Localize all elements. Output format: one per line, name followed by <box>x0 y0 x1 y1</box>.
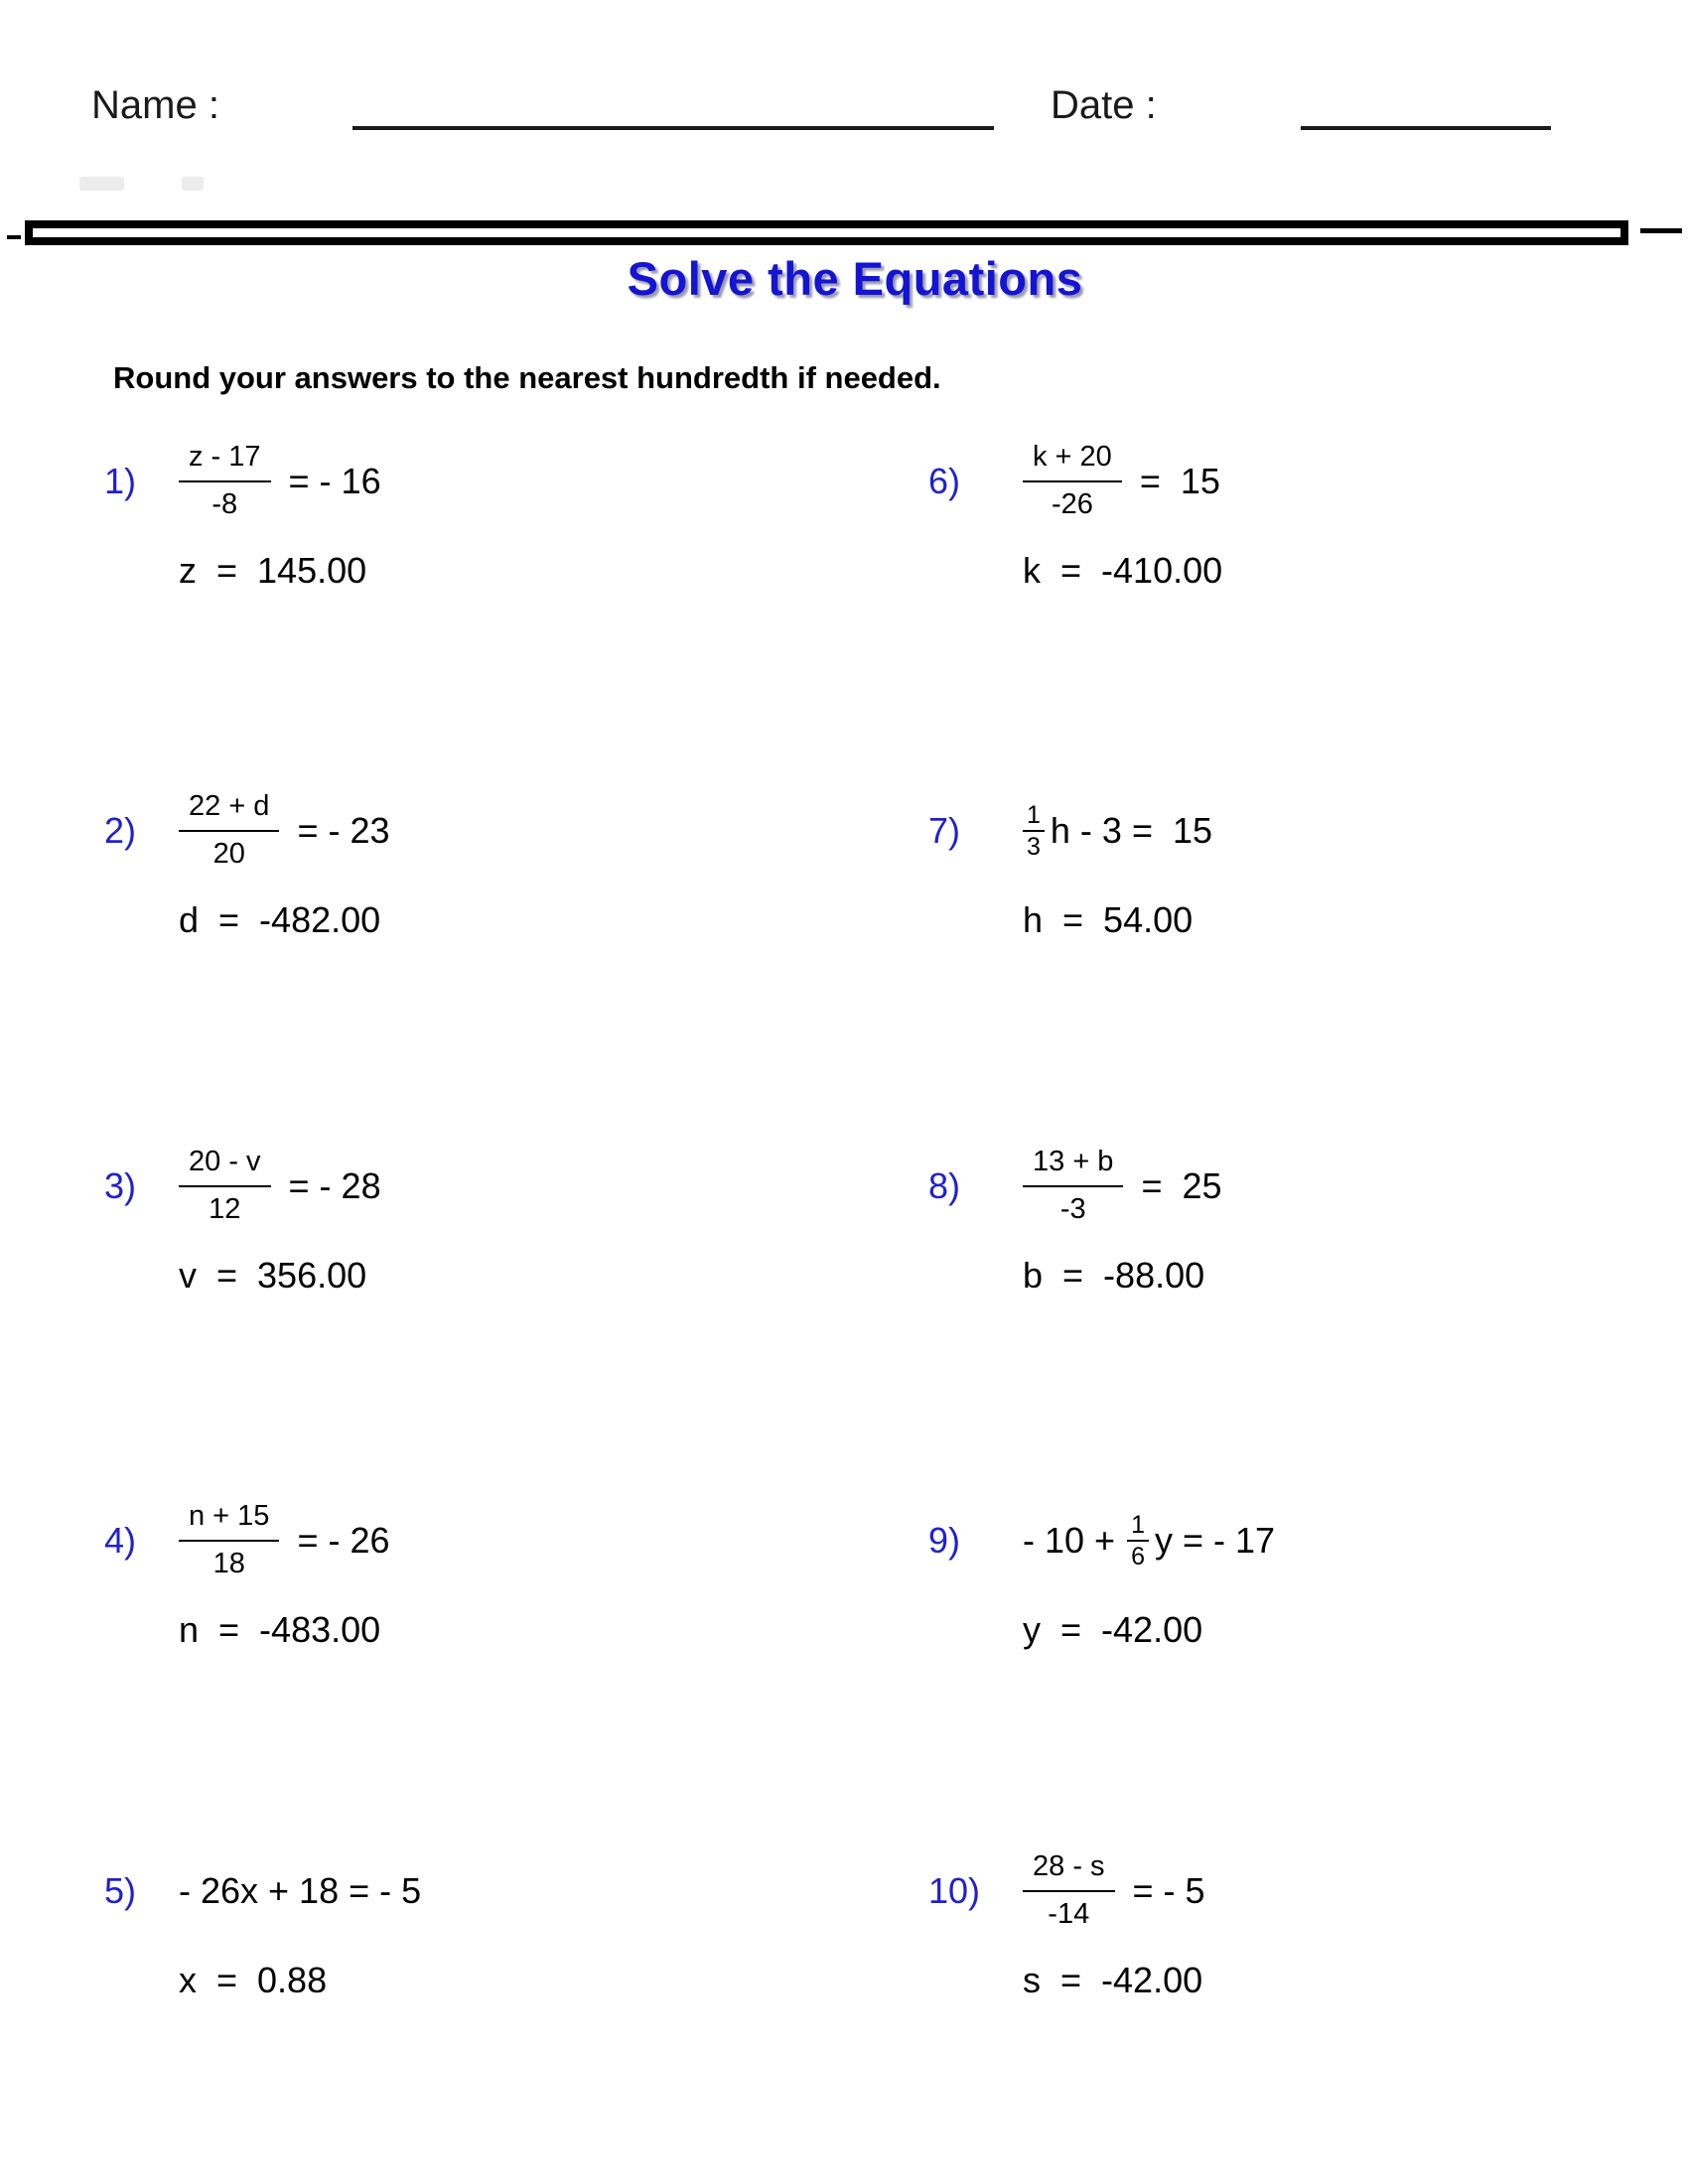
page-title: Solve the Equations <box>627 252 1083 305</box>
answer-line: h = 54.00 <box>1023 899 1194 940</box>
fraction <box>1023 442 1122 521</box>
problem-6 <box>928 442 1222 591</box>
date-fill-in-line <box>1301 126 1551 130</box>
equation <box>104 1851 421 1931</box>
fraction-bar <box>1023 480 1122 482</box>
problem-3 <box>104 1147 381 1296</box>
problem-number: 5) <box>104 1870 137 1911</box>
fraction-numerator: 1 <box>1131 1510 1145 1539</box>
fraction <box>179 1147 271 1226</box>
fraction-bar <box>179 480 271 482</box>
answer-line: b = -88.00 <box>1023 1255 1205 1296</box>
problem-2 <box>104 791 390 940</box>
fraction-denominator: -3 <box>1059 1193 1086 1225</box>
equation <box>104 442 381 521</box>
problem-number: 1) <box>104 461 137 501</box>
equation-text: h - 3 = 15 <box>1050 810 1213 851</box>
equation-rhs: = - 23 <box>297 810 390 851</box>
equation <box>928 1147 1222 1226</box>
answer-line: v = 356.00 <box>179 1255 367 1296</box>
date-label: Date : <box>1051 83 1157 127</box>
equation <box>104 1501 390 1580</box>
fraction-numerator: n + 15 <box>189 1500 270 1533</box>
fraction-bar <box>1023 1185 1123 1187</box>
fraction-denominator: -14 <box>1048 1898 1090 1930</box>
fraction-bar <box>1023 830 1045 832</box>
answer-line: x = 0.88 <box>179 1960 328 2000</box>
equation-rhs: = - 5 <box>1132 1870 1205 1911</box>
equation-text-post: y = - 17 <box>1154 1520 1276 1561</box>
equation <box>928 791 1212 871</box>
problem-4 <box>104 1501 390 1650</box>
faint-print-artifact <box>79 177 124 191</box>
equation <box>928 1851 1205 1931</box>
fraction-numerator: z - 17 <box>189 441 261 474</box>
equation <box>928 1501 1275 1580</box>
problem-9 <box>928 1501 1275 1650</box>
answer-line: d = -482.00 <box>179 899 381 940</box>
fraction-bar <box>179 1540 279 1542</box>
equation-rhs: = - 26 <box>297 1520 390 1561</box>
fraction-bar <box>179 1185 271 1187</box>
separator-right-dash <box>1640 228 1682 233</box>
equation-rhs: = - 28 <box>288 1165 381 1206</box>
fraction-denominator: -26 <box>1051 488 1093 520</box>
fraction-bar <box>1127 1540 1149 1542</box>
fraction-numerator: k + 20 <box>1033 441 1112 474</box>
fraction <box>1023 1851 1115 1931</box>
equation <box>104 791 390 871</box>
equation-rhs: = 25 <box>1141 1165 1222 1206</box>
problem-number: 7) <box>928 810 961 851</box>
answer-line: k = -410.00 <box>1023 550 1223 591</box>
fraction-bar <box>1023 1890 1115 1892</box>
problem-1 <box>104 442 381 591</box>
fraction-numerator: 22 + d <box>189 790 270 823</box>
equation-rhs: = - 16 <box>288 461 381 501</box>
answer-line: n = -483.00 <box>179 1609 381 1650</box>
problem-7 <box>928 791 1212 940</box>
coefficient-fraction <box>1023 802 1045 861</box>
instruction-text: Round your answers to the nearest hundredth if needed. <box>113 360 941 395</box>
fraction-numerator: 20 - v <box>189 1146 261 1178</box>
fraction-denominator: 12 <box>209 1193 241 1225</box>
answer-line: z = 145.00 <box>179 550 367 591</box>
fraction-numerator: 1 <box>1027 800 1041 829</box>
name-label: Name : <box>91 83 219 127</box>
problem-number: 3) <box>104 1165 137 1206</box>
fraction <box>179 1501 279 1580</box>
equation <box>104 1147 381 1226</box>
fraction-denominator: 18 <box>212 1548 245 1579</box>
double-rule-separator <box>25 220 1628 245</box>
problem-8 <box>928 1147 1222 1296</box>
equation-text-pre: - 10 + <box>1023 1520 1116 1561</box>
faint-print-artifact <box>182 177 204 191</box>
coefficient-fraction <box>1127 1512 1149 1570</box>
problem-10 <box>928 1851 1205 2000</box>
name-fill-in-line <box>352 126 994 130</box>
problem-5 <box>104 1851 421 2000</box>
separator-left-dash <box>7 235 21 239</box>
problem-number: 10) <box>928 1870 981 1911</box>
problem-number: 4) <box>104 1520 137 1561</box>
fraction-bar <box>179 830 279 832</box>
equation-rhs: = 15 <box>1139 461 1220 501</box>
fraction <box>179 442 271 521</box>
fraction-denominator: -8 <box>211 488 238 520</box>
fraction-denominator: 3 <box>1027 833 1041 861</box>
answer-line: s = -42.00 <box>1023 1960 1203 2000</box>
problem-number: 8) <box>928 1165 961 1206</box>
fraction-denominator: 6 <box>1131 1543 1145 1570</box>
fraction-numerator: 28 - s <box>1033 1850 1105 1883</box>
answer-line: y = -42.00 <box>1023 1609 1203 1650</box>
fraction-numerator: 13 + b <box>1033 1146 1114 1178</box>
fraction <box>1023 1147 1123 1226</box>
problem-number: 9) <box>928 1520 961 1561</box>
equation-text: - 26x + 18 = - 5 <box>179 1870 422 1911</box>
fraction <box>179 791 279 871</box>
problem-number: 6) <box>928 461 961 501</box>
problem-number: 2) <box>104 810 137 851</box>
fraction-denominator: 20 <box>212 838 245 870</box>
equation <box>928 442 1222 521</box>
